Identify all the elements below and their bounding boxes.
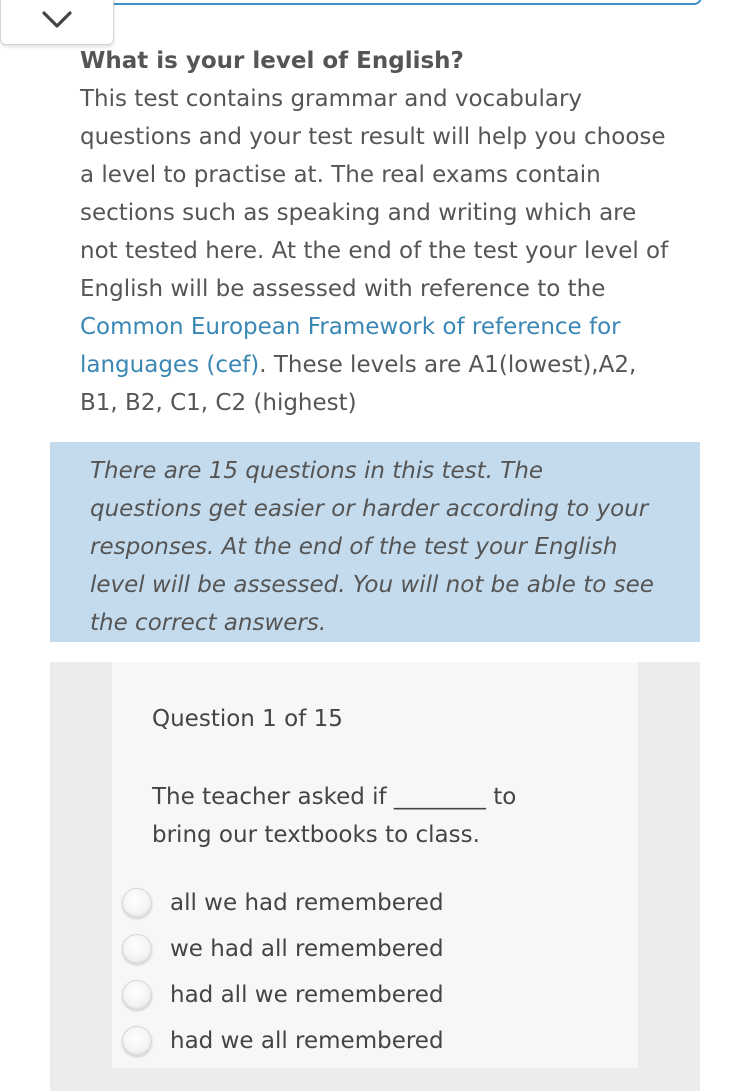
cef-link[interactable]: Common European Framework of reference for languages (cef) bbox=[80, 314, 621, 378]
answer-option-label[interactable]: we had all remembered bbox=[170, 936, 444, 962]
chevron-down-icon bbox=[41, 10, 73, 30]
answer-option[interactable] bbox=[122, 880, 444, 926]
question-text bbox=[152, 778, 592, 854]
info-box bbox=[50, 442, 700, 642]
radio-button[interactable] bbox=[122, 888, 152, 918]
question-counter: Question 1 of 15 bbox=[152, 706, 343, 732]
answer-option-label[interactable]: had all we remembered bbox=[170, 982, 444, 1008]
question-text-line-1: The teacher asked if ________ to bbox=[152, 784, 517, 810]
answer-option[interactable] bbox=[122, 926, 444, 972]
intro-text-after-link: . These levels are A1(lowest),A2, B1, B2, C1, C2 (highest) bbox=[80, 352, 637, 416]
top-select-field[interactable] bbox=[100, 0, 702, 5]
info-text: There are 15 questions in this test. The questions get easier or harder according to your responses. At the end of the test your English level will be assessed. You will not be able to see the correct answers. bbox=[90, 458, 654, 636]
answer-options bbox=[122, 880, 444, 1064]
intro-heading: What is your level of English? bbox=[80, 48, 464, 74]
answer-option[interactable] bbox=[122, 1018, 444, 1064]
question-card bbox=[112, 662, 638, 1068]
radio-button[interactable] bbox=[122, 980, 152, 1010]
collapse-toggle-button[interactable] bbox=[0, 0, 114, 45]
intro-text-before-link: This test contains grammar and vocabulary questions and your test result will help you choose a level to practise at. The real exams contain sections such as speaking and writing which are not tested here. At the end of the test your level of English will be assessed with reference to the bbox=[80, 86, 669, 302]
radio-button[interactable] bbox=[122, 1026, 152, 1056]
answer-option-label[interactable]: had we all remembered bbox=[170, 1028, 444, 1054]
question-text-line-2: bring our textbooks to class. bbox=[152, 822, 480, 848]
quiz-container bbox=[50, 662, 700, 1091]
radio-button[interactable] bbox=[122, 934, 152, 964]
intro-section bbox=[80, 42, 680, 422]
answer-option[interactable] bbox=[122, 972, 444, 1018]
answer-option-label[interactable]: all we had remembered bbox=[170, 890, 444, 916]
